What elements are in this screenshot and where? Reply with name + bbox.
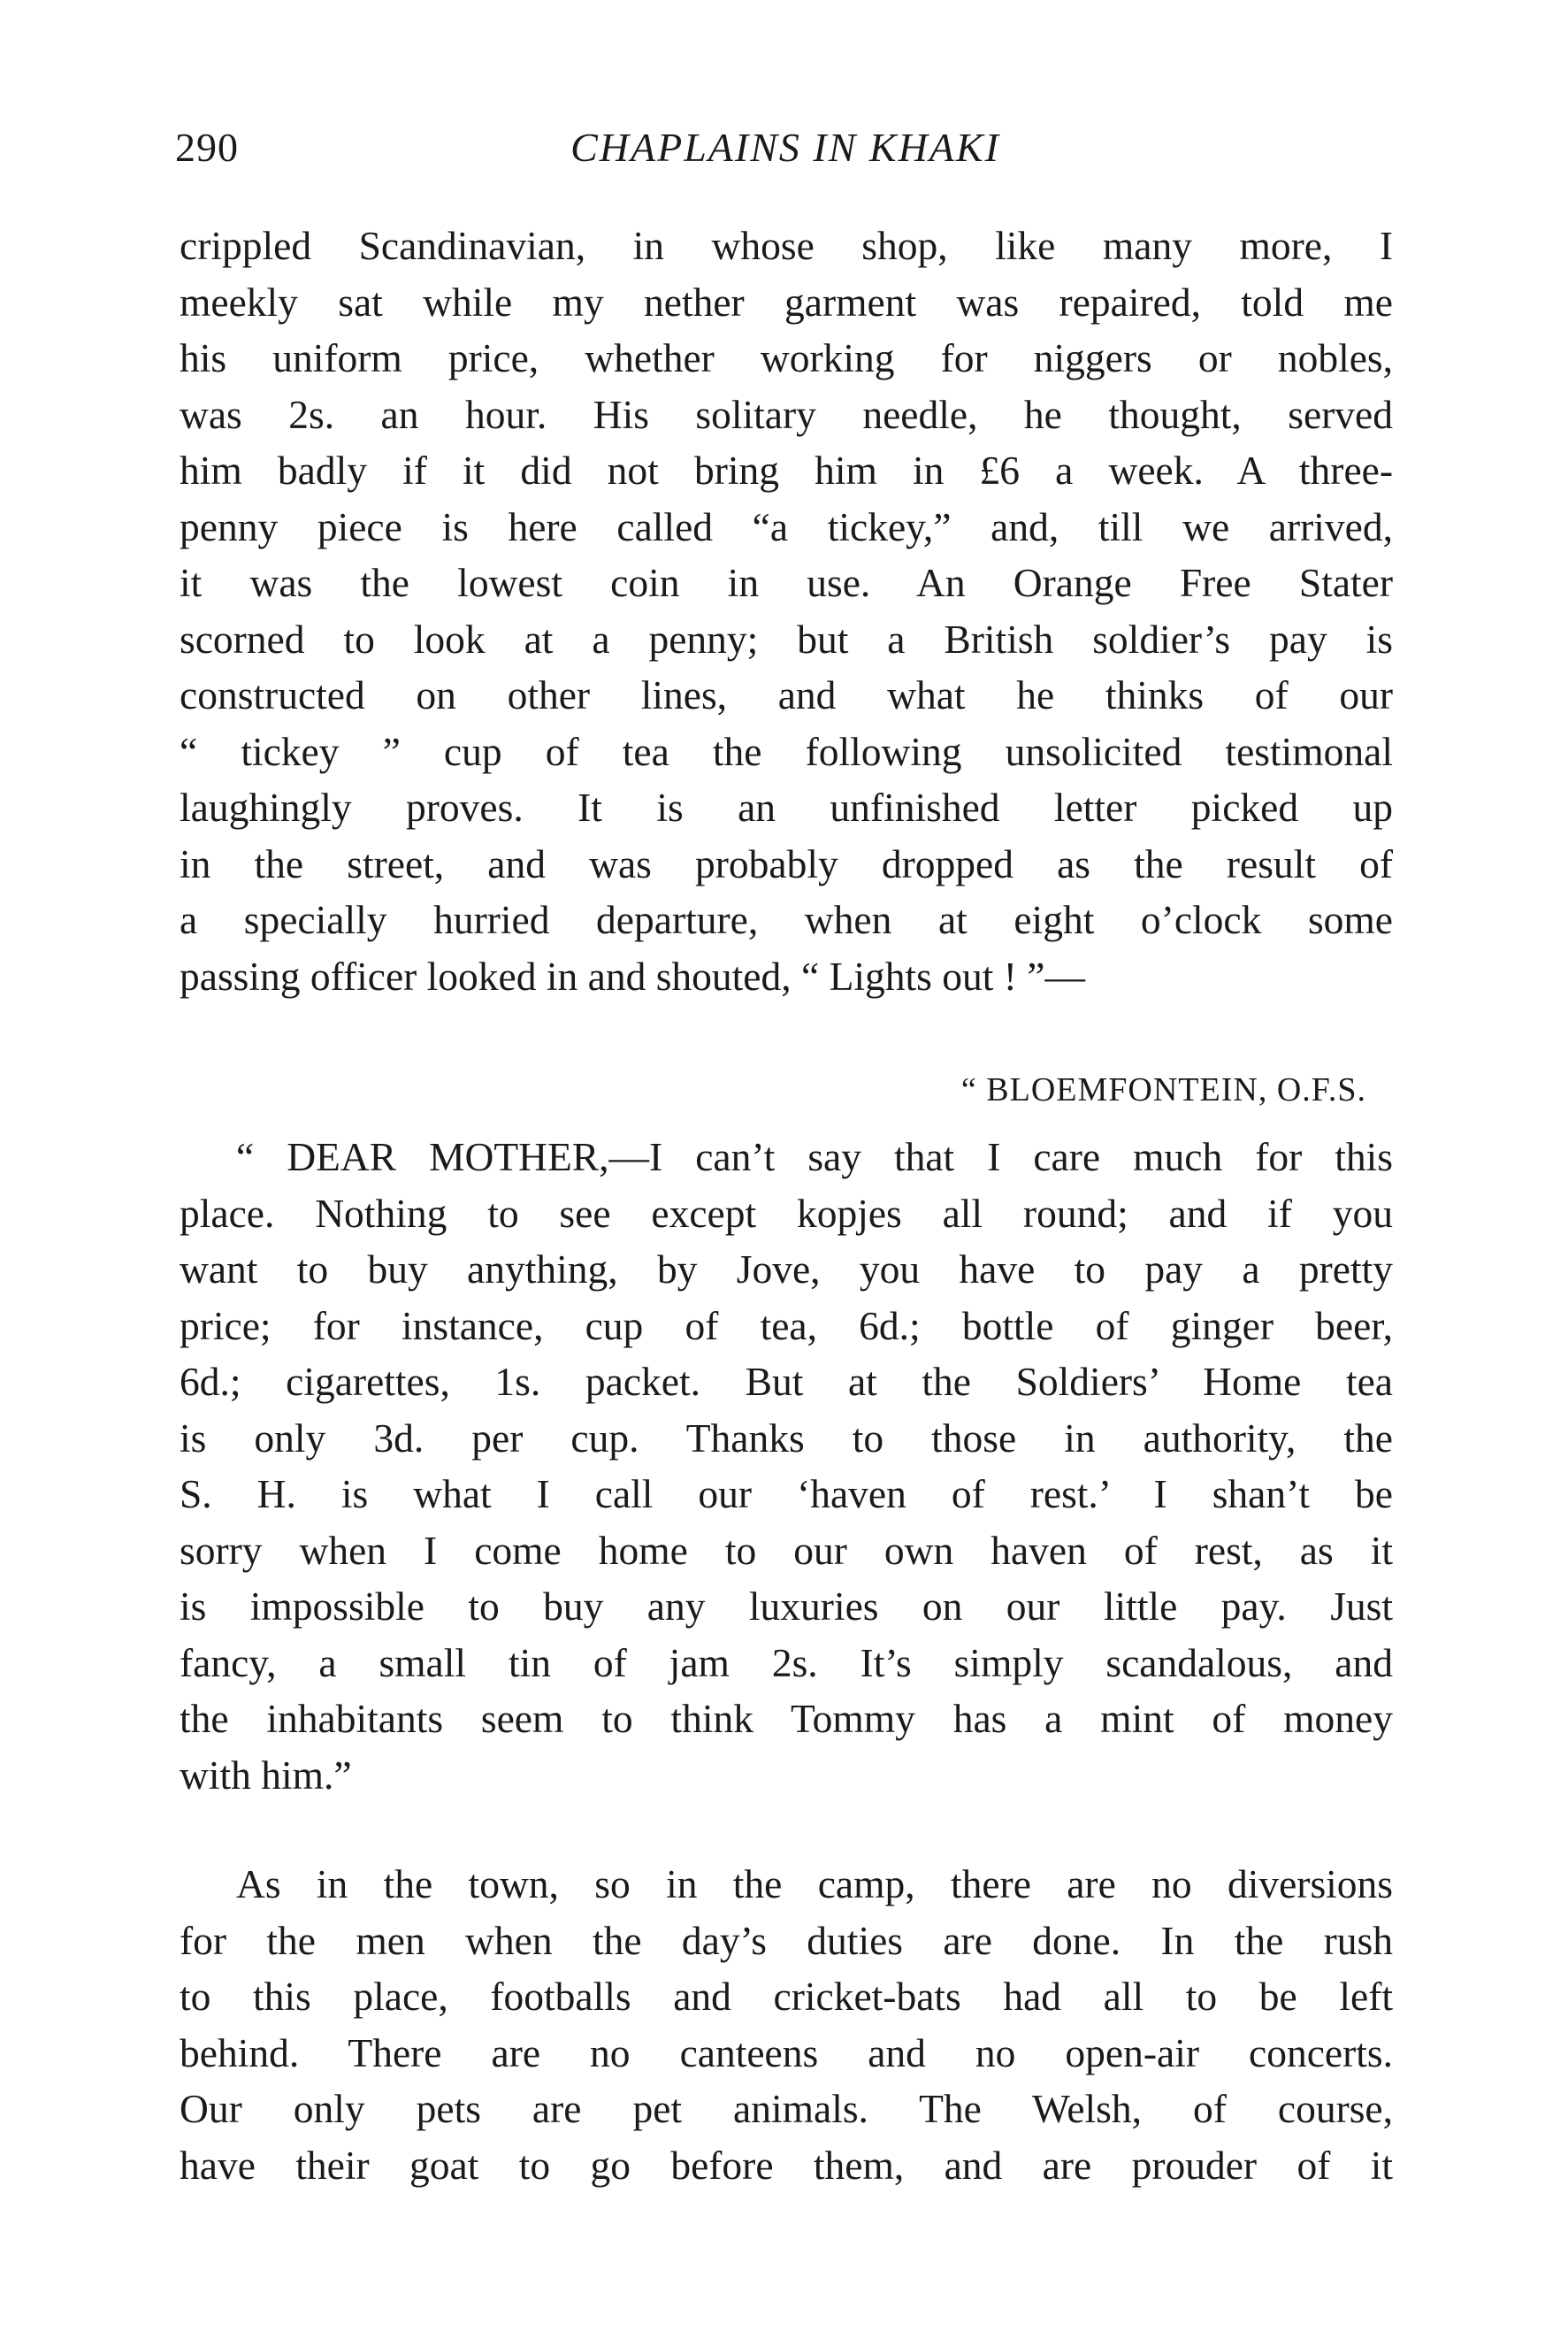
text-line: place. Nothing to see except kopjes all round; and if you: [180, 1190, 1393, 1236]
text-line: was 2s. an hour. His solitary needle, he thought, served: [180, 391, 1393, 437]
page-header: [175, 124, 1396, 186]
text-line: the inhabitants seem to think Tommy has a mint of money: [180, 1696, 1393, 1741]
text-line: fancy, a small tin of jam 2s. It’s simply scandalous, and: [180, 1639, 1393, 1685]
running-title: CHAPLAINS IN KHAKI: [570, 125, 1000, 170]
text-line: passing officer looked in and shouted, “ Lights out ! ”—: [180, 953, 1085, 999]
text-line: is impossible to buy any luxuries on our little pay. Just: [180, 1584, 1393, 1629]
paragraph-2: [180, 1856, 1393, 2193]
text-line: constructed on other lines, and what he thinks of our: [180, 672, 1393, 717]
text-line: Our only pets are pet animals. The Welsh, of course,: [180, 2086, 1393, 2131]
text-line: 6d.; cigarettes, 1s. packet. But at the Soldiers’ Home tea: [180, 1359, 1393, 1404]
text-line: have their goat to go before them, and are prouder of it: [180, 2142, 1393, 2188]
text-line: behind. There are no canteens and no open-air concerts.: [180, 2029, 1393, 2075]
text-line: a specially hurried departure, when at eight o’clock some: [180, 897, 1393, 942]
text-line: with him.”: [180, 1752, 352, 1798]
text-line: penny piece is here called “a tickey,” and, till we arrived,: [180, 503, 1393, 549]
text-line: scorned to look at a penny; but a British soldier’s pay is: [180, 616, 1393, 662]
page-number: 290: [175, 125, 239, 170]
text-line: “ tickey ” cup of tea the following unsolicited testimonal: [180, 728, 1393, 774]
text-line: S. H. is what I call our ‘haven of rest.’ I shan’t be: [180, 1471, 1393, 1516]
text-line: crippled Scandinavian, in whose shop, like many more, I: [180, 223, 1393, 268]
text-line: is only 3d. per cup. Thanks to those in authority, the: [180, 1415, 1393, 1461]
text-line: it was the lowest coin in use. An Orange Free Stater: [180, 560, 1393, 605]
text-line: As in the town, so in the camp, there are no diversions: [236, 1861, 1393, 1906]
text-line: his uniform price, whether working for niggers or nobles,: [180, 335, 1393, 380]
text-line: “ DEAR MOTHER,—I can’t say that I care much for this: [236, 1134, 1393, 1179]
text-line: price; for instance, cup of tea, 6d.; bottle of ginger beer,: [180, 1302, 1393, 1348]
text-line: want to buy anything, by Jove, you have to pay a pretty: [180, 1246, 1393, 1292]
letter-body: [180, 1129, 1393, 1803]
text-line: laughingly proves. It is an unfinished letter picked up: [180, 785, 1393, 830]
letter-dateline: “ BLOEMFONTEIN, O.F.S.: [960, 1071, 1366, 1108]
text-line: sorry when I come home to our own haven of rest, as it: [180, 1527, 1393, 1573]
text-line: meekly sat while my nether garment was repaired, told me: [180, 279, 1393, 325]
text-line: for the men when the day’s duties are done. In the rush: [180, 1917, 1393, 1963]
text-line: in the street, and was probably dropped as the result of: [180, 840, 1393, 886]
text-line: to this place, footballs and cricket-bats had all to be left: [180, 1974, 1393, 2019]
text-line: him badly if it did not bring him in £6 a week. A three-: [180, 448, 1393, 493]
paragraph-1: [180, 218, 1393, 1004]
